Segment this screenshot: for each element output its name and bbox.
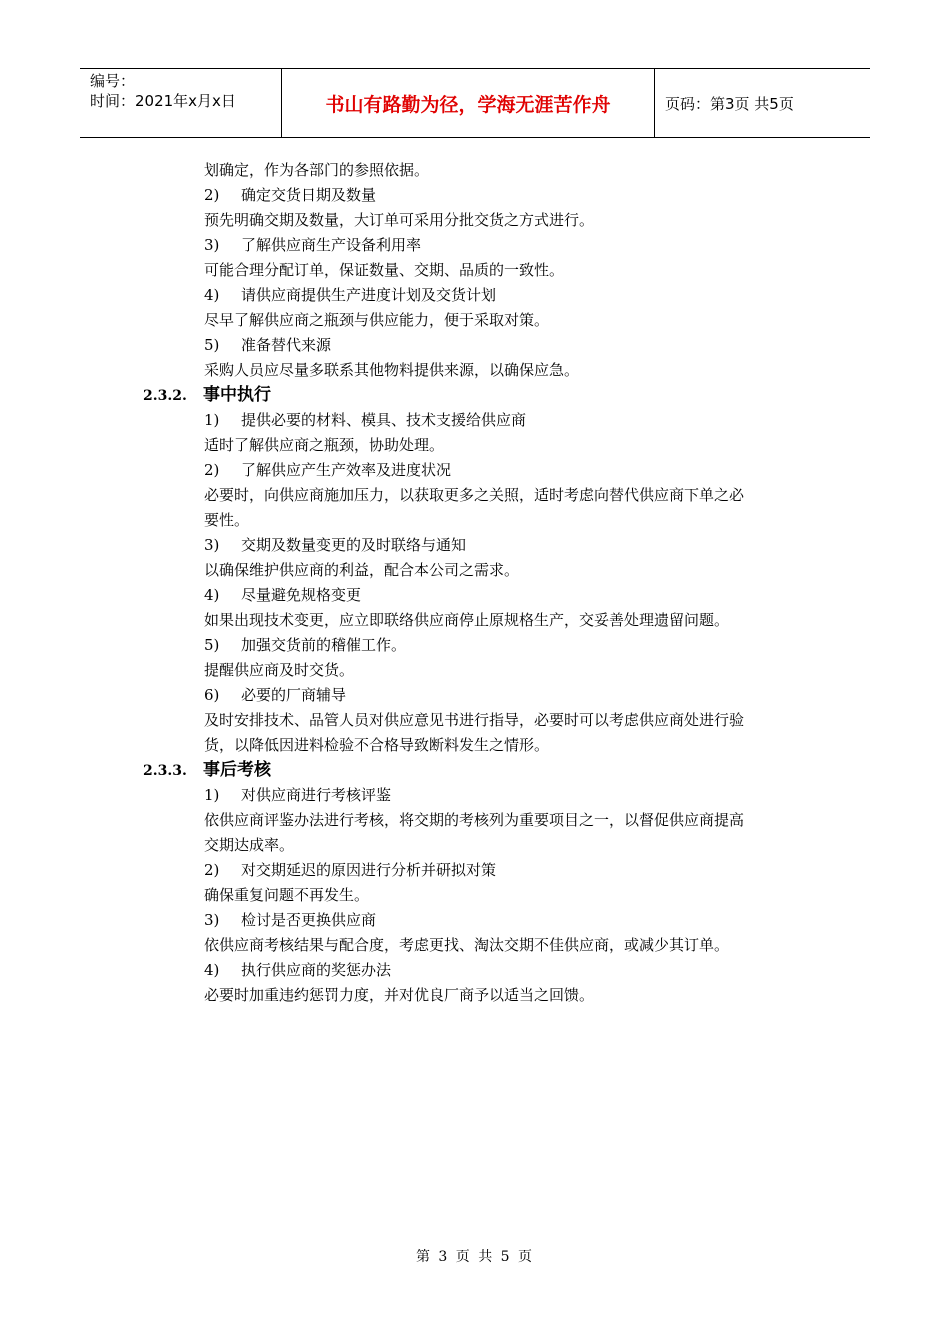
list-item-title: 检讨是否更换供应商 — [241, 911, 377, 929]
list-item-title: 对交期延迟的原因进行分析并研拟对策 — [241, 861, 497, 879]
list-number: 1) — [204, 411, 220, 429]
list-item — [204, 633, 406, 657]
list-item-title: 确定交货日期及数量 — [241, 186, 377, 204]
paragraph-line: 采购人员应尽量多联系其他物料提供来源，以确保应急。 — [204, 361, 580, 379]
paragraph-line: 如果出现技术变更，应立即联络供应商停止原规格生产，交妥善处理遗留问题。 — [204, 611, 730, 629]
list-number: 3) — [204, 536, 220, 554]
list-item-title: 了解供应商生产设备利用率 — [241, 236, 422, 254]
list-item — [204, 683, 346, 707]
paragraph-line: 尽早了解供应商之瓶颈与供应能力，便于采取对策。 — [204, 311, 550, 329]
list-item — [204, 958, 391, 982]
list-item — [204, 458, 451, 482]
paragraph-line: 依供应商考核结果与配合度，考虑更找、淘汰交期不佳供应商，或减少其订单。 — [204, 936, 730, 954]
list-item-title: 提供必要的材料、模具、技术支援给供应商 — [241, 411, 527, 429]
paragraph-line: 提醒供应商及时交货。 — [204, 661, 355, 679]
list-item — [204, 183, 376, 207]
paragraph-line: 依供应商评鉴办法进行考核，将交期的考核列为重要项目之一，以督促供应商提高 — [204, 811, 745, 829]
section-number: 2.3.3. — [143, 763, 187, 779]
paragraph-line: 货，以降低因进料检验不合格导致断料发生之情形。 — [204, 736, 550, 754]
section-number: 2.3.2. — [143, 388, 187, 404]
list-item — [204, 333, 331, 357]
section-heading — [143, 383, 271, 408]
list-number: 2) — [204, 186, 220, 204]
list-item — [204, 533, 466, 557]
paragraph-line: 要性。 — [204, 511, 250, 529]
list-item-title: 交期及数量变更的及时联络与通知 — [241, 536, 467, 554]
paragraph-line: 必要时加重违约惩罚力度，并对优良厂商予以适当之回馈。 — [204, 986, 595, 1004]
list-number: 5) — [204, 336, 220, 354]
page-header — [80, 68, 870, 138]
list-item — [204, 783, 391, 807]
header-page-number: 页码：第3页 共5页 — [665, 94, 794, 113]
list-item — [204, 583, 361, 607]
list-number: 4) — [204, 286, 220, 304]
paragraph-line: 及时安排技术、品管人员对供应意见书进行指导，必要时可以考虑供应商处进行验 — [204, 711, 745, 729]
header-motto: 书山有路勤为径，学海无涯苦作舟 — [282, 69, 655, 137]
paragraph-line: 可能合理分配订单，保证数量、交期、品质的一致性。 — [204, 261, 565, 279]
document-time-label: 时间：2021年x月x日 — [90, 92, 236, 110]
header-meta — [80, 69, 282, 137]
paragraph-line: 适时了解供应商之瓶颈，协助处理。 — [204, 436, 445, 454]
list-item-title: 执行供应商的奖惩办法 — [241, 961, 392, 979]
paragraph-line: 划确定，作为各部门的参照依据。 — [204, 161, 430, 179]
paragraph-line: 预先明确交期及数量，大订单可采用分批交货之方式进行。 — [204, 211, 595, 229]
list-item — [204, 858, 496, 882]
list-number: 4) — [204, 586, 220, 604]
list-item — [204, 283, 496, 307]
list-number: 2) — [204, 461, 220, 479]
section-title: 事中执行 — [203, 385, 271, 405]
list-item-title: 准备替代来源 — [241, 336, 332, 354]
list-item-title: 请供应商提供生产进度计划及交货计划 — [241, 286, 497, 304]
paragraph-line: 必要时，向供应商施加压力，以获取更多之关照，适时考虑向替代供应商下单之必 — [204, 486, 745, 504]
list-number: 3) — [204, 236, 220, 254]
list-item — [204, 233, 421, 257]
list-item-title: 尽量避免规格变更 — [241, 586, 362, 604]
list-number: 1) — [204, 786, 220, 804]
list-number: 2) — [204, 861, 220, 879]
section-title: 事后考核 — [203, 760, 271, 780]
page-footer: 第 3 页 共 5 页 — [415, 1249, 535, 1265]
list-number: 6) — [204, 686, 220, 704]
list-item-title: 对供应商进行考核评鉴 — [241, 786, 392, 804]
document-number-label: 编号： — [90, 72, 136, 90]
paragraph-line: 以确保维护供应商的利益，配合本公司之需求。 — [204, 561, 520, 579]
list-number: 3) — [204, 911, 220, 929]
section-heading — [143, 758, 271, 783]
list-number: 5) — [204, 636, 220, 654]
paragraph-line: 确保重复问题不再发生。 — [204, 886, 370, 904]
list-item — [204, 408, 526, 432]
list-item-title: 加强交货前的稽催工作。 — [241, 636, 407, 654]
list-item-title: 必要的厂商辅导 — [241, 686, 347, 704]
list-number: 4) — [204, 961, 220, 979]
paragraph-line: 交期达成率。 — [204, 836, 295, 854]
list-item — [204, 908, 376, 932]
list-item-title: 了解供应产生产效率及进度状况 — [241, 461, 452, 479]
